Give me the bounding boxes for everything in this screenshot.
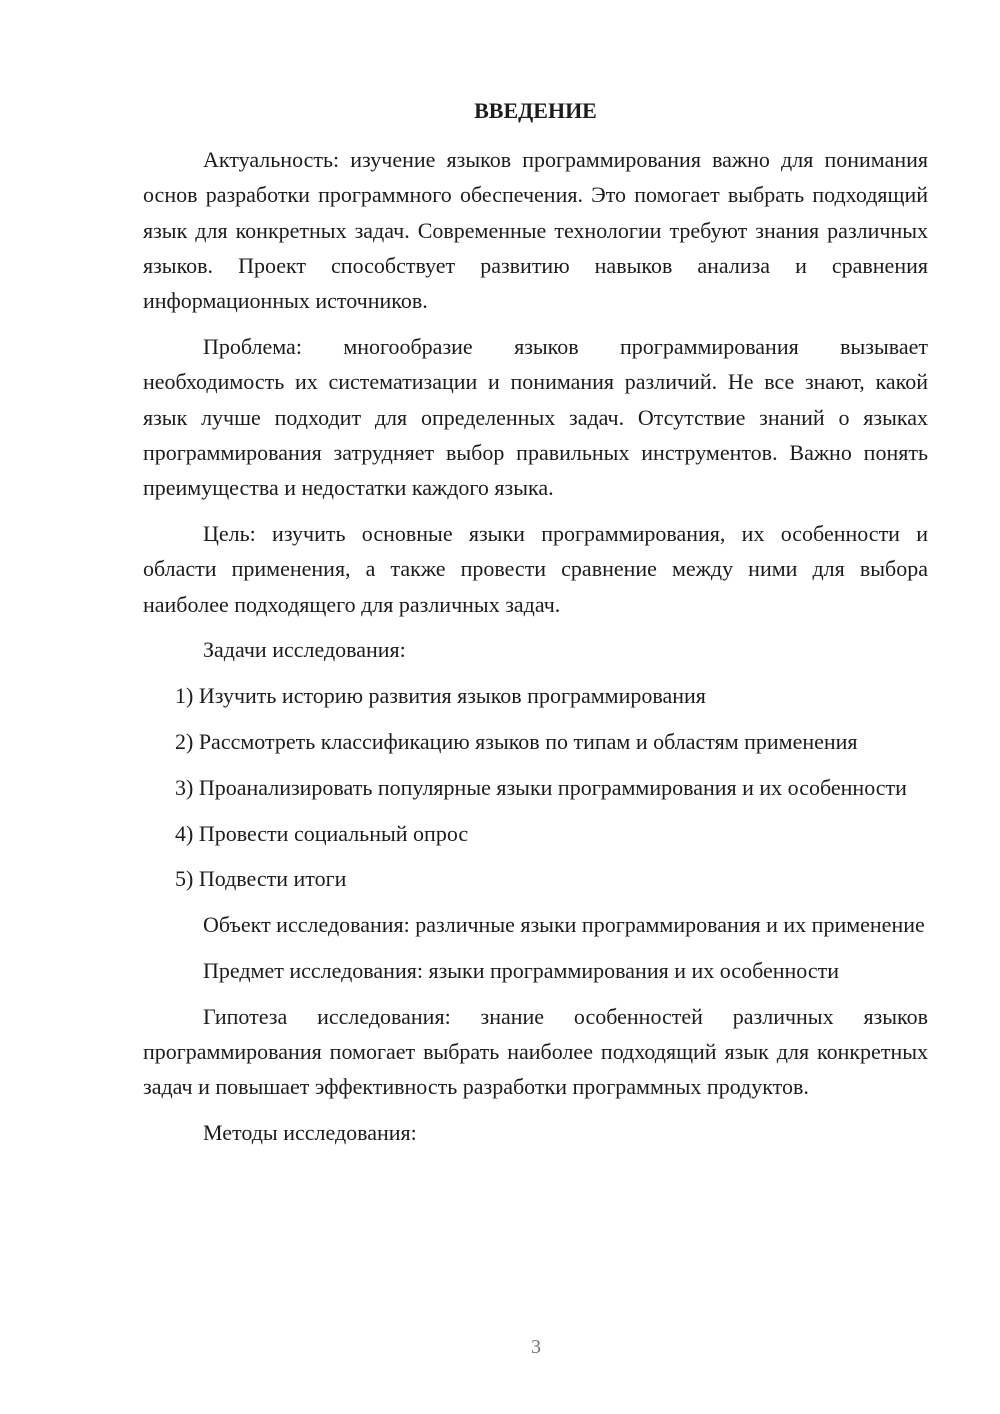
task-item: 1) Изучить историю развития языков программирования <box>175 683 706 709</box>
page-number: 3 <box>531 1336 541 1358</box>
paragraph-tasks-heading: Задачи исследования: <box>203 637 406 663</box>
paragraph-problem: Проблема: многообразие языков программирования вызывает необходимость их систематизации и понимания различий. Не все знают, какой язык лучше подходит для определенных задач. Отсутствие знаний о языках программирования затрудняет выбор правильных инструментов. Важно понять преимущества и недостатки каждого языка. <box>143 333 928 501</box>
paragraph-goal: Цель: изучить основные языки программирования, их особенности и области применения, а также провести сравнение между ними для выбора наиболее подходящего для различных задач. <box>143 520 928 617</box>
page-title: ВВЕДЕНИЕ <box>474 98 597 123</box>
task-item: 4) Провести социальный опрос <box>175 820 469 846</box>
paragraph-object: Объект исследования: различные языки программирования и их применение <box>203 912 925 938</box>
paragraph-relevance: Актуальность: изучение языков программирования важно для понимания основ разработки программного обеспечения. Это помогает выбрать подходящий язык для конкретных задач. Современные технологии требуют знания различных языков. Проект способствует развитию навыков анализа и сравнения информационных источников. <box>143 147 928 314</box>
paragraph-hypothesis: Гипотеза исследования: знание особенностей различных языков программирования помогает выбрать наиболее подходящий язык для конкретных задач и повышает эффективность разработки программных продуктов. <box>143 1003 928 1100</box>
task-item: 2) Рассмотреть классификацию языков по типам и областям применения <box>175 728 858 754</box>
paragraph-methods: Методы исследования: <box>203 1120 417 1146</box>
task-item: 5) Подвести итоги <box>175 866 347 892</box>
paragraph-subject: Предмет исследования: языки программирования и их особенности <box>203 957 839 983</box>
document-body <box>143 142 928 1150</box>
task-item: 3) Проанализировать популярные языки программирования и их особенности <box>175 774 907 800</box>
